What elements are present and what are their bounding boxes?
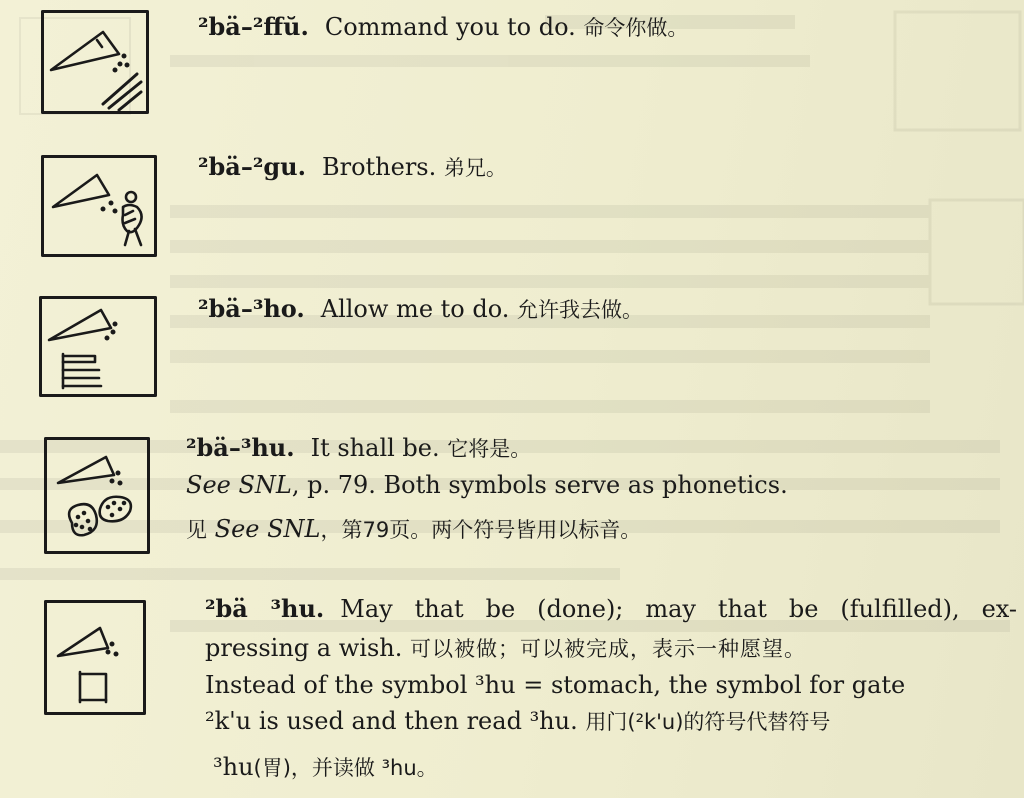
entry-2-chinese-gloss: 弟兄。 xyxy=(443,156,507,180)
entry-3-chinese-gloss: 允许我去做。 xyxy=(517,298,644,322)
entry-4-see-reference: See SNL xyxy=(186,471,292,499)
entry-4-chinese-see-reference: See SNL xyxy=(214,515,321,543)
entry-4-line-2 xyxy=(186,470,788,500)
wish-pictograph-icon xyxy=(44,600,146,715)
entry-5-note-part-1: Instead of the symbol ³hu = stomach, the symbol for gate xyxy=(205,671,906,699)
entry-2-line-1 xyxy=(198,152,507,183)
entry-1-chinese-gloss: 命令你做。 xyxy=(583,16,689,40)
entry-5-icon-box xyxy=(44,600,146,715)
entry-3-icon-box xyxy=(39,296,157,397)
entry-5-chinese-gloss: 可以被做；可以被完成，表示一种愿望。 xyxy=(410,637,806,661)
entry-5-headword: ²bä ³hu. xyxy=(205,594,325,623)
entry-5-note-part-2: ²k'u is used and then read ³hu. xyxy=(205,707,578,735)
entry-1-headword: ²bä–²ffŭ. xyxy=(198,12,309,41)
command-pictograph-icon xyxy=(41,10,149,114)
entry-4-definition: It shall be. xyxy=(310,434,440,462)
entry-5-line-1 xyxy=(205,594,1017,624)
entry-5-definition-part-1: May that be (done); may that be (fulfilled), ex- xyxy=(340,595,1017,623)
entry-4-line-1 xyxy=(186,433,531,464)
entry-1-definition: Command you to do. xyxy=(324,13,576,41)
brothers-pictograph-icon xyxy=(41,155,157,257)
entry-5-chinese-note-part-2: (胃)，并读做 ³hu。 xyxy=(253,756,438,780)
entry-2-headword: ²bä–²gu. xyxy=(198,152,306,181)
entry-4-icon-box xyxy=(44,437,150,554)
allow-pictograph-icon xyxy=(39,296,157,397)
entry-5-definition-part-2: pressing a wish. xyxy=(205,634,403,662)
entry-3-headword: ²bä–³ho. xyxy=(198,294,305,323)
entry-5-line-5 xyxy=(213,752,438,783)
entry-1-line-1 xyxy=(198,12,688,43)
entry-4-chinese-note: ，第79页。两个符号皆用以标音。 xyxy=(320,518,642,542)
entry-5-chinese-note-part-1: 用门(²k'u)的符号代替符号 xyxy=(585,710,831,734)
entry-4-headword: ²bä–³hu. xyxy=(186,433,295,462)
entry-2-icon-box xyxy=(41,155,157,257)
entry-4-chinese-see-prefix: 见 xyxy=(186,518,207,542)
shall-be-pictograph-icon xyxy=(44,437,150,554)
entry-5-line-3 xyxy=(205,670,905,700)
entry-2-definition: Brothers. xyxy=(321,153,437,181)
entry-5-note-part-3: ³hu xyxy=(213,753,254,781)
entry-5-line-4 xyxy=(205,706,830,737)
entry-1-icon-box xyxy=(41,10,149,114)
entry-3-line-1 xyxy=(198,294,643,325)
entry-4-chinese-gloss: 它将是。 xyxy=(447,437,532,461)
entry-3-definition: Allow me to do. xyxy=(320,295,510,323)
entry-4-line-3 xyxy=(186,514,641,545)
entry-4-note: , p. 79. Both symbols serve as phonetics. xyxy=(291,471,788,499)
entry-5-line-2 xyxy=(205,633,806,664)
